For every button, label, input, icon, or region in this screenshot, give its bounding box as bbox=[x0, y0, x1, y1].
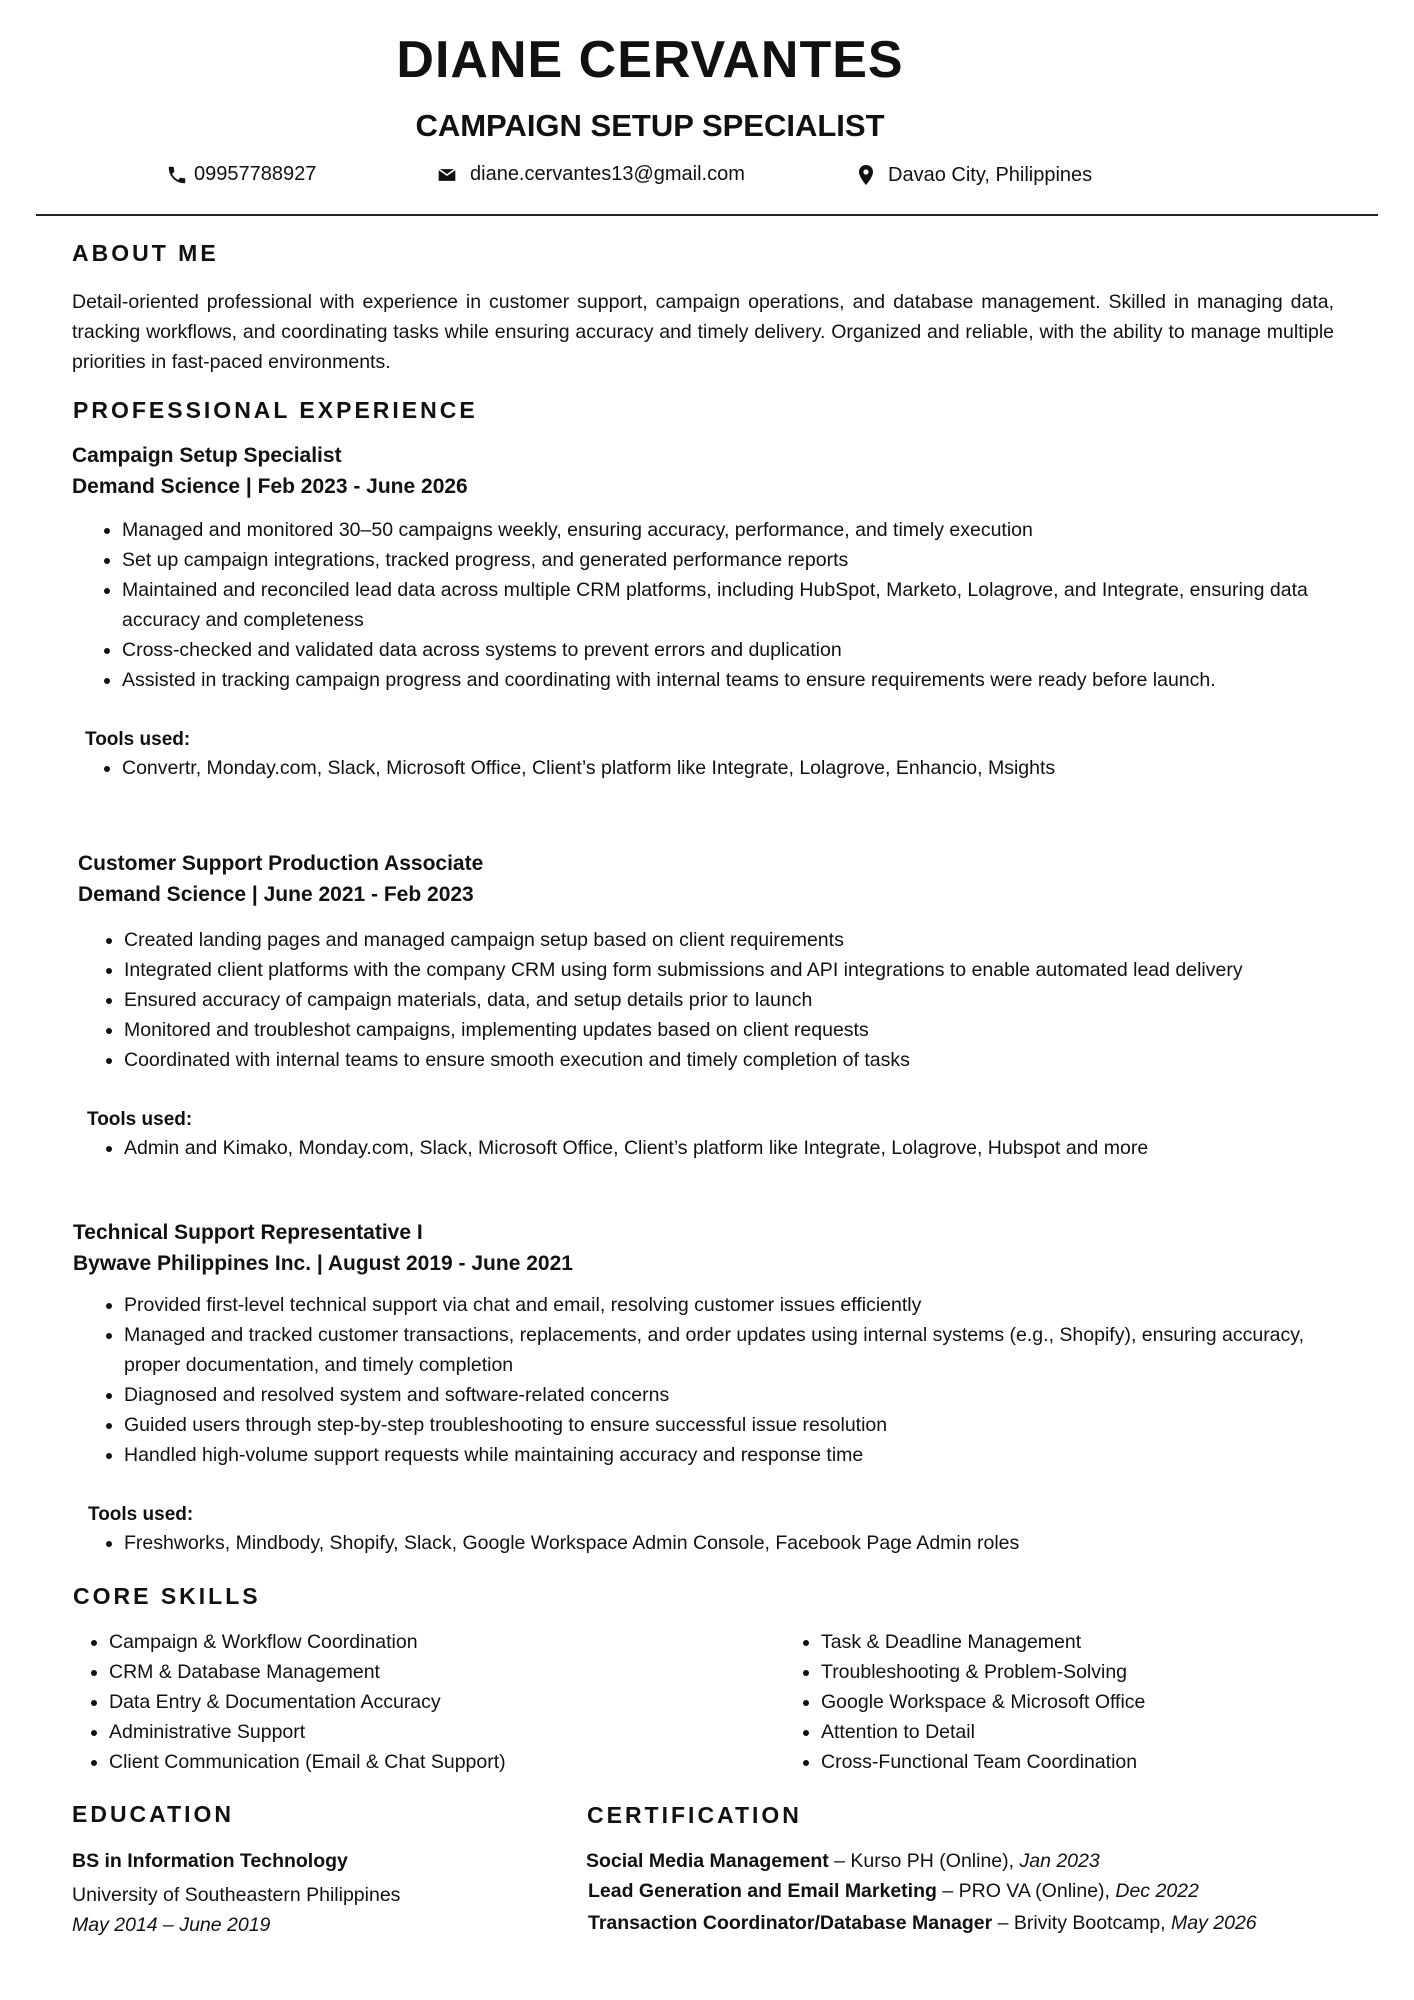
school: University of Southeastern Philippines bbox=[72, 1884, 401, 1906]
list-item: • Handled high-volume support requests while maintaining accuracy and response time bbox=[124, 1440, 1333, 1470]
list-item: • Cross-checked and validated data across systems to prevent errors and duplication bbox=[122, 635, 1332, 665]
skill-item: • Campaign & Workflow Coordination bbox=[109, 1627, 671, 1657]
header-divider bbox=[36, 214, 1378, 216]
tools-item: • Admin and Kimako, Monday.com, Slack, Microsoft Office, Client’s platform like Integrate, Lolagrove, Hubspot and more bbox=[124, 1133, 1338, 1163]
degree: BS in Information Technology bbox=[72, 1850, 348, 1872]
tools-label: Tools used: bbox=[88, 1504, 194, 1525]
tools-label: Tools used: bbox=[87, 1109, 193, 1130]
contact-location bbox=[854, 160, 1092, 190]
tools-label: Tools used: bbox=[85, 729, 191, 750]
list-item: • Integrated client platforms with the company CRM using form submissions and API integrations to enable automated lead delivery bbox=[124, 955, 1338, 985]
certification-name: Lead Generation and Email Marketing bbox=[588, 1880, 937, 1902]
skill-item: • Administrative Support bbox=[109, 1717, 671, 1747]
contact-email bbox=[434, 163, 745, 186]
certification-item bbox=[586, 1846, 1386, 1876]
tools-list bbox=[72, 753, 1332, 783]
job-entry bbox=[78, 848, 1338, 1163]
job-entry bbox=[72, 440, 1332, 783]
job-title: Technical Support Representative I bbox=[73, 1221, 423, 1244]
list-item: • Coordinated with internal teams to ensure smooth execution and timely completion of tasks bbox=[124, 1045, 1338, 1075]
skill-item: • Troubleshooting & Problem-Solving bbox=[821, 1657, 1343, 1687]
certification-provider: – Kurso PH (Online), bbox=[828, 1850, 1020, 1872]
location-text: Davao City, Philippines bbox=[888, 163, 1093, 186]
skills-heading: CORE SKILLS bbox=[73, 1583, 261, 1609]
skill-item: • Cross-Functional Team Coordination bbox=[821, 1747, 1343, 1777]
about-heading: ABOUT ME bbox=[72, 240, 219, 266]
certification-date: Dec 2022 bbox=[1115, 1880, 1199, 1902]
list-item: • Diagnosed and resolved system and software-related concerns bbox=[124, 1380, 1333, 1410]
tools-item: • Convertr, Monday.com, Slack, Microsoft Office, Client’s platform like Integrate, Lolagrove, Enhancio, Msights bbox=[122, 753, 1332, 783]
list-item: • Provided first-level technical support via chat and email, resolving customer issues efficiently bbox=[124, 1290, 1333, 1320]
job-bullets bbox=[78, 925, 1338, 1075]
tools-list bbox=[73, 1528, 1333, 1558]
phone-number: 09957788927 bbox=[194, 163, 317, 185]
skill-item: • CRM & Database Management bbox=[109, 1657, 671, 1687]
tools-list bbox=[78, 1133, 1338, 1163]
experience-heading: PROFESSIONAL EXPERIENCE bbox=[73, 397, 478, 423]
list-item: • Guided users through step-by-step troubleshooting to ensure successful issue resolution bbox=[124, 1410, 1333, 1440]
certification-date: Jan 2023 bbox=[1019, 1850, 1100, 1872]
skills-left-column bbox=[71, 1627, 671, 1777]
job-company-dates: Bywave Philippines Inc. | August 2019 - June 2021 bbox=[73, 1252, 573, 1275]
certification-provider: – Brivity Bootcamp, bbox=[992, 1912, 1172, 1934]
certification-name: Transaction Coordinator/Database Manager bbox=[588, 1912, 993, 1934]
list-item: • Managed and monitored 30–50 campaigns weekly, ensuring accuracy, performance, and timely execution bbox=[122, 515, 1332, 545]
job-entry bbox=[73, 1217, 1333, 1558]
list-item: • Assisted in tracking campaign progress and coordinating with internal teams to ensure requirements were ready before launch. bbox=[122, 665, 1332, 695]
mail-icon bbox=[434, 165, 460, 185]
education-entry bbox=[72, 1846, 552, 1940]
skill-item: • Attention to Detail bbox=[821, 1717, 1343, 1747]
location-pin-icon bbox=[854, 160, 878, 190]
certification-heading: CERTIFICATION bbox=[587, 1802, 802, 1828]
certification-provider: – PRO VA (Online), bbox=[936, 1880, 1116, 1902]
email-address[interactable]: diane.cervantes13@gmail.com bbox=[470, 163, 745, 185]
skill-item: • Task & Deadline Management bbox=[821, 1627, 1343, 1657]
education-heading: EDUCATION bbox=[72, 1801, 235, 1827]
about-text: Detail-oriented professional with experience in customer support, campaign operations, and database management. Skilled in managing data, tracking workflows, and coordinating tasks while ensuring accuracy and timely delivery. Organized and reliable, with the ability to manage multiple priorities in fast-paced environments. bbox=[72, 291, 1334, 373]
contact-phone bbox=[166, 163, 316, 186]
job-company-dates: Demand Science | Feb 2023 - June 2026 bbox=[72, 475, 468, 498]
certification-item bbox=[588, 1908, 1386, 1938]
list-item: • Set up campaign integrations, tracked progress, and generated performance reports bbox=[122, 545, 1332, 575]
education-dates: May 2014 – June 2019 bbox=[72, 1914, 271, 1936]
list-item: • Ensured accuracy of campaign materials, data, and setup details prior to launch bbox=[124, 985, 1338, 1015]
certification-name: Social Media Management bbox=[586, 1850, 829, 1872]
list-item: • Monitored and troubleshot campaigns, implementing updates based on client requests bbox=[124, 1015, 1338, 1045]
job-bullets bbox=[73, 1290, 1333, 1470]
certification-date: May 2026 bbox=[1171, 1912, 1257, 1934]
job-bullets bbox=[72, 515, 1332, 695]
list-item: • Managed and tracked customer transactions, replacements, and order updates using internal systems (e.g., Shopify), ensuring accuracy, proper documentation, and timely completion bbox=[124, 1320, 1333, 1380]
skill-item: • Data Entry & Documentation Accuracy bbox=[109, 1687, 671, 1717]
certification-list bbox=[586, 1846, 1386, 1938]
phone-icon bbox=[166, 164, 188, 186]
job-title: Customer Support Production Associate bbox=[78, 852, 484, 875]
certification-item bbox=[588, 1876, 1386, 1906]
resume-role: CAMPAIGN SETUP SPECIALIST bbox=[415, 108, 885, 143]
job-title: Campaign Setup Specialist bbox=[72, 444, 342, 467]
skill-item: • Client Communication (Email & Chat Support) bbox=[109, 1747, 671, 1777]
list-item: • Maintained and reconciled lead data across multiple CRM platforms, including HubSpot, Marketo, Lolagrove, and Integrate, ensuring data accuracy and completeness bbox=[122, 575, 1332, 635]
tools-item: • Freshworks, Mindbody, Shopify, Slack, Google Workspace Admin Console, Facebook Page Admin roles bbox=[124, 1528, 1333, 1558]
job-company-dates: Demand Science | June 2021 - Feb 2023 bbox=[78, 883, 474, 906]
skills-right-column bbox=[783, 1627, 1343, 1777]
list-item: • Created landing pages and managed campaign setup based on client requirements bbox=[124, 925, 1338, 955]
resume-name: DIANE CERVANTES bbox=[396, 31, 904, 89]
skill-item: • Google Workspace & Microsoft Office bbox=[821, 1687, 1343, 1717]
